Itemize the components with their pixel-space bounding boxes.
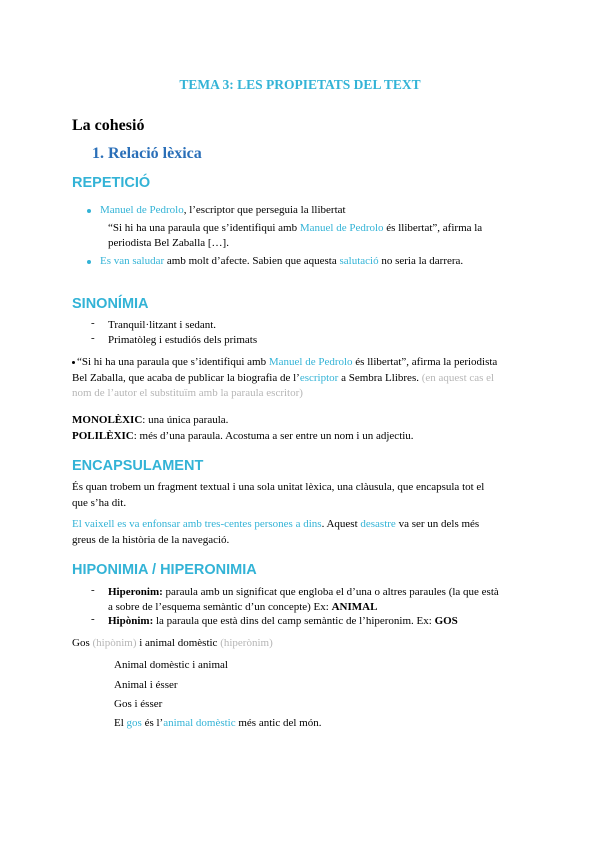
polilexic-definition: POLILÈXIC: més d’una paraula. Acostuma a ser entre un nom i un adjectiu. <box>72 430 414 442</box>
bullet-icon <box>87 209 91 213</box>
sinonimia-paragraph-line-2: Bel Zaballa, que acaba de publicar la biografia de l’escriptor a Sembra Llibres. (en aquest cas el <box>72 372 495 384</box>
dash-marker: - <box>91 332 95 344</box>
sinonimia-paragraph-line-1: “Si hi ha una paraula que s’identifiqui amb Manuel de Pedrolo és llibertat”, afirma la periodista <box>72 354 497 370</box>
sinonimia-item-2: Primatòleg i estudiós dels primats <box>108 334 258 346</box>
heading-cohesio: La cohesió <box>72 117 145 134</box>
heading-relacio-lexica: 1. Relació lèxica <box>92 145 202 162</box>
monolexic-definition: MONOLÈXIC: una única paraula. <box>72 414 229 426</box>
example-4: El gos és l’animal domèstic més antic del món. <box>114 717 322 729</box>
hiperonim-definition-line-2: a sobre de l’esquema semàntic d’un concepte) Ex: ANIMAL <box>108 601 378 613</box>
heading-encapsulament: ENCAPSULAMENT <box>72 458 204 474</box>
example-2: Animal i ésser <box>114 679 178 691</box>
repeticio-bullet-2: Es van saludar amb molt d’afecte. Sabien que aquesta salutació no seria la darrera. <box>100 255 464 267</box>
heading-hiponimia: HIPONIMIA / HIPERONIMIA <box>72 562 257 578</box>
gos-example-line: Gos (hipònim) i animal domèstic (hiperònim) <box>72 637 273 649</box>
page-title: TEMA 3: LES PROPIETATS DEL TEXT <box>179 77 421 92</box>
dash-marker: - <box>91 584 95 596</box>
repeticio-bullet-1: Manuel de Pedrolo, l’escriptor que perseguia la llibertat <box>100 204 346 216</box>
dash-marker: - <box>91 613 95 625</box>
sinonimia-item-1: Tranquil·litzant i sedant. <box>108 319 217 331</box>
encapsulament-definition-line-1: És quan trobem un fragment textual i una sola unitat lèxica, una clàusula, que encapsula tot el <box>72 481 485 493</box>
dash-marker: - <box>91 317 95 329</box>
bullet-icon <box>87 260 91 264</box>
encapsulament-definition-line-2: que s’ha dit. <box>72 497 127 509</box>
encapsulament-example-line-1: El vaixell es va enfonsar amb tres-centes persones a dins. Aquest desastre va ser un dels més <box>72 518 480 530</box>
example-1: Animal domèstic i animal <box>114 659 228 671</box>
sinonimia-paragraph-line-3: nom de l’autor el substituïm amb la paraula escritor) <box>72 387 303 399</box>
heading-sinonimia: SINONÍMIA <box>72 296 149 312</box>
encapsulament-example-line-2: greus de la història de la navegació. <box>72 534 230 546</box>
example-3: Gos i ésser <box>114 698 163 710</box>
bullet-icon <box>72 361 75 364</box>
hiponim-definition: Hipònim: la paraula que està dins del camp semàntic de l’hiperonim. Ex: GOS <box>108 615 458 627</box>
repeticio-quote-line-1: “Si hi ha una paraula que s’identifiqui amb Manuel de Pedrolo és llibertat”, afirma la <box>108 222 483 234</box>
hiperonim-definition-line-1: Hiperonim: paraula amb un significat que engloba el d’una o altres paraules (la que està <box>108 586 499 598</box>
repeticio-quote-line-2: periodista Bel Zaballa […]. <box>108 237 229 249</box>
heading-repeticio: REPETICIÓ <box>72 175 151 191</box>
